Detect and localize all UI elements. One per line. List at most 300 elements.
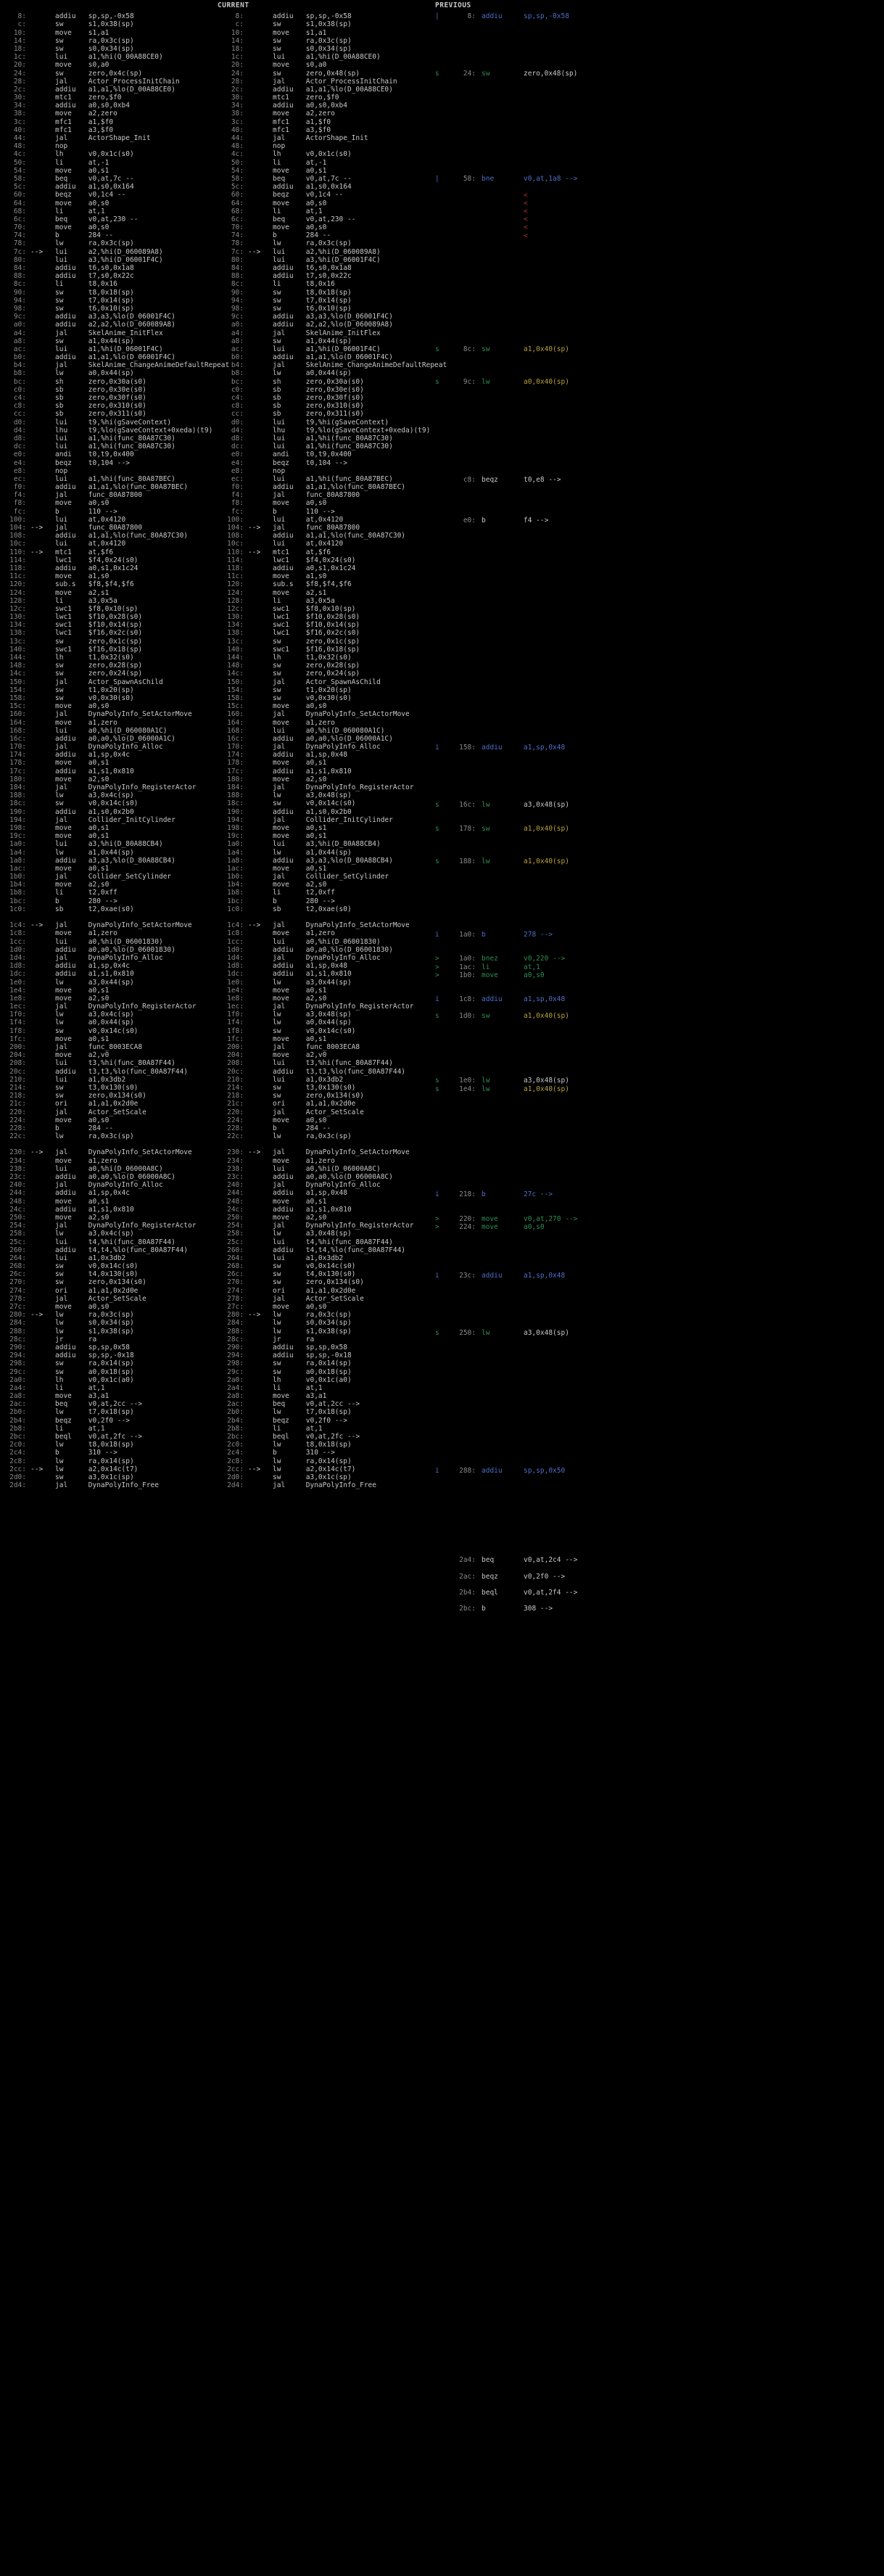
disassembly-line[interactable] xyxy=(218,556,435,564)
disassembly-line[interactable] xyxy=(0,1157,218,1165)
disassembly-line[interactable] xyxy=(0,110,218,118)
disassembly-line[interactable] xyxy=(0,20,218,28)
disassembly-line[interactable] xyxy=(218,580,435,588)
previous-diff-line[interactable] xyxy=(435,825,569,833)
disassembly-line[interactable] xyxy=(0,191,218,199)
disassembly-line[interactable] xyxy=(0,1246,218,1254)
disassembly-line[interactable] xyxy=(0,280,218,288)
disassembly-line[interactable] xyxy=(218,1351,435,1359)
disassembly-line[interactable] xyxy=(218,532,435,540)
disassembly-line[interactable] xyxy=(218,183,435,191)
previous-diff-line[interactable] xyxy=(435,1215,577,1223)
disassembly-line[interactable] xyxy=(0,694,218,702)
disassembly-line[interactable] xyxy=(218,1019,435,1026)
disassembly-line[interactable] xyxy=(218,175,435,183)
disassembly-line[interactable] xyxy=(218,1481,435,1489)
disassembly-line[interactable] xyxy=(218,1400,435,1408)
disassembly-line[interactable] xyxy=(218,1295,435,1303)
disassembly-line[interactable] xyxy=(218,946,435,954)
disassembly-line[interactable] xyxy=(218,410,435,418)
disassembly-line[interactable] xyxy=(218,1368,435,1376)
disassembly-line[interactable] xyxy=(218,605,435,613)
disassembly-line[interactable] xyxy=(0,86,218,94)
disassembly-line[interactable] xyxy=(0,435,218,443)
disassembly-line[interactable] xyxy=(218,1181,435,1189)
disassembly-line[interactable] xyxy=(0,264,218,272)
disassembly-line[interactable] xyxy=(218,727,435,735)
disassembly-left-column[interactable] xyxy=(0,12,230,1490)
disassembly-line[interactable] xyxy=(218,142,435,150)
disassembly-line[interactable] xyxy=(0,849,218,857)
disassembly-line[interactable] xyxy=(218,889,435,897)
previous-diff-line[interactable] xyxy=(435,955,565,963)
disassembly-line[interactable] xyxy=(218,215,435,223)
previous-diff-line[interactable] xyxy=(435,70,577,78)
disassembly-line[interactable] xyxy=(218,1108,435,1116)
disassembly-line[interactable] xyxy=(218,808,435,816)
disassembly-line[interactable] xyxy=(0,231,218,239)
disassembly-line[interactable] xyxy=(218,921,435,929)
disassembly-line[interactable] xyxy=(218,248,435,256)
disassembly-line[interactable] xyxy=(218,272,435,280)
disassembly-line[interactable] xyxy=(218,37,435,45)
disassembly-line[interactable] xyxy=(0,1278,218,1286)
disassembly-line[interactable] xyxy=(0,613,218,621)
previous-diff-line[interactable] xyxy=(435,207,528,215)
disassembly-line[interactable] xyxy=(0,654,218,662)
disassembly-line[interactable] xyxy=(218,1068,435,1076)
disassembly-line[interactable] xyxy=(0,337,218,345)
disassembly-line[interactable] xyxy=(218,1214,435,1222)
disassembly-line[interactable] xyxy=(218,394,435,402)
disassembly-line[interactable] xyxy=(0,662,218,670)
previous-diff-line[interactable] xyxy=(435,971,545,979)
disassembly-line[interactable] xyxy=(0,1359,218,1367)
disassembly-line[interactable] xyxy=(0,1132,218,1140)
disassembly-line[interactable] xyxy=(218,126,435,134)
disassembly-line[interactable] xyxy=(218,61,435,69)
disassembly-line[interactable] xyxy=(218,459,435,467)
disassembly-line[interactable] xyxy=(218,280,435,288)
disassembly-line[interactable] xyxy=(0,1165,218,1173)
disassembly-line[interactable] xyxy=(0,353,218,361)
disassembly-line[interactable] xyxy=(218,1449,435,1457)
disassembly-line[interactable] xyxy=(0,313,218,321)
disassembly-line[interactable] xyxy=(218,321,435,329)
disassembly-line[interactable] xyxy=(0,873,218,881)
disassembly-line[interactable] xyxy=(218,1384,435,1392)
disassembly-line[interactable] xyxy=(0,207,218,215)
disassembly-line[interactable] xyxy=(0,540,218,548)
disassembly-line[interactable] xyxy=(0,159,218,167)
disassembly-line[interactable] xyxy=(218,629,435,637)
disassembly-line[interactable] xyxy=(0,459,218,467)
disassembly-line[interactable] xyxy=(0,524,218,532)
disassembly-line[interactable] xyxy=(218,1433,435,1441)
disassembly-line[interactable] xyxy=(218,313,435,321)
disassembly-line[interactable] xyxy=(218,12,435,20)
disassembly-line[interactable] xyxy=(218,475,435,483)
disassembly-line[interactable] xyxy=(218,1319,435,1327)
disassembly-line[interactable] xyxy=(0,1019,218,1026)
disassembly-line[interactable] xyxy=(218,1043,435,1051)
disassembly-line[interactable] xyxy=(218,840,435,848)
disassembly-line[interactable] xyxy=(0,289,218,297)
disassembly-line[interactable] xyxy=(218,1246,435,1254)
previous-diff-line[interactable] xyxy=(435,1190,553,1198)
disassembly-line[interactable] xyxy=(218,1165,435,1173)
disassembly-line[interactable] xyxy=(218,1417,435,1425)
disassembly-line[interactable] xyxy=(218,1457,435,1465)
disassembly-line[interactable] xyxy=(0,175,218,183)
disassembly-line[interactable] xyxy=(0,1368,218,1376)
disassembly-line[interactable] xyxy=(0,1148,218,1156)
previous-diff-line[interactable] xyxy=(435,744,565,752)
disassembly-line[interactable] xyxy=(0,597,218,605)
disassembly-line[interactable] xyxy=(218,20,435,28)
disassembly-line[interactable] xyxy=(218,832,435,840)
disassembly-line[interactable] xyxy=(218,1157,435,1165)
disassembly-line[interactable] xyxy=(218,1270,435,1278)
disassembly-line[interactable] xyxy=(0,735,218,743)
disassembly-line[interactable] xyxy=(0,394,218,402)
disassembly-line[interactable] xyxy=(0,37,218,45)
disassembly-line[interactable] xyxy=(0,1051,218,1059)
disassembly-line[interactable] xyxy=(218,775,435,783)
disassembly-line[interactable] xyxy=(0,450,218,458)
disassembly-line[interactable] xyxy=(0,970,218,978)
disassembly-line[interactable] xyxy=(0,256,218,264)
disassembly-line[interactable] xyxy=(218,783,435,791)
disassembly-line[interactable] xyxy=(0,897,218,905)
disassembly-line[interactable] xyxy=(0,1124,218,1132)
disassembly-line[interactable] xyxy=(0,1295,218,1303)
disassembly-line[interactable] xyxy=(0,167,218,175)
disassembly-line[interactable] xyxy=(218,386,435,394)
disassembly-line[interactable] xyxy=(218,1287,435,1295)
disassembly-line[interactable] xyxy=(218,329,435,337)
disassembly-line[interactable] xyxy=(0,572,218,580)
disassembly-line[interactable] xyxy=(0,345,218,353)
disassembly-line[interactable] xyxy=(218,857,435,865)
disassembly-line[interactable] xyxy=(0,1270,218,1278)
disassembly-line[interactable] xyxy=(0,954,218,962)
disassembly-line[interactable] xyxy=(0,1400,218,1408)
disassembly-line[interactable] xyxy=(0,1100,218,1108)
previous-diff-line[interactable] xyxy=(435,995,565,1003)
disassembly-line[interactable] xyxy=(0,61,218,69)
disassembly-line[interactable] xyxy=(218,78,435,86)
disassembly-line[interactable] xyxy=(218,613,435,621)
disassembly-line[interactable] xyxy=(0,1457,218,1465)
disassembly-line[interactable] xyxy=(0,1214,218,1222)
disassembly-line[interactable] xyxy=(0,710,218,718)
disassembly-line[interactable] xyxy=(0,1425,218,1433)
disassembly-line[interactable] xyxy=(0,1473,218,1481)
disassembly-line[interactable] xyxy=(218,646,435,654)
disassembly-line[interactable] xyxy=(0,799,218,807)
disassembly-line[interactable] xyxy=(218,499,435,507)
disassembly-line[interactable] xyxy=(218,1254,435,1262)
disassembly-line[interactable] xyxy=(0,427,218,435)
disassembly-line[interactable] xyxy=(218,239,435,247)
disassembly-line[interactable] xyxy=(218,1092,435,1100)
disassembly-line[interactable] xyxy=(218,369,435,377)
disassembly-line[interactable] xyxy=(0,1384,218,1392)
disassembly-line[interactable] xyxy=(0,1328,218,1336)
disassembly-line[interactable] xyxy=(218,638,435,646)
disassembly-line[interactable] xyxy=(218,995,435,1003)
previous-diff-line[interactable] xyxy=(435,192,528,199)
disassembly-line[interactable] xyxy=(218,954,435,962)
disassembly-line[interactable] xyxy=(0,881,218,889)
disassembly-line[interactable] xyxy=(0,995,218,1003)
disassembly-line[interactable] xyxy=(0,1222,218,1230)
disassembly-line[interactable] xyxy=(0,962,218,970)
disassembly-line[interactable] xyxy=(218,53,435,61)
disassembly-line[interactable] xyxy=(218,199,435,207)
disassembly-line[interactable] xyxy=(0,329,218,337)
disassembly-line[interactable] xyxy=(218,353,435,361)
disassembly-line[interactable] xyxy=(218,1116,435,1124)
disassembly-line[interactable] xyxy=(218,443,435,450)
disassembly-line[interactable] xyxy=(218,29,435,37)
disassembly-line[interactable] xyxy=(218,1027,435,1035)
disassembly-line[interactable] xyxy=(218,70,435,78)
disassembly-line[interactable] xyxy=(218,1376,435,1384)
previous-diff-line[interactable] xyxy=(435,963,540,971)
disassembly-line[interactable] xyxy=(0,183,218,191)
disassembly-line[interactable] xyxy=(0,979,218,987)
disassembly-line[interactable] xyxy=(218,751,435,759)
disassembly-line[interactable] xyxy=(0,1254,218,1262)
disassembly-line[interactable] xyxy=(0,1003,218,1011)
disassembly-line[interactable] xyxy=(0,621,218,629)
disassembly-line[interactable] xyxy=(218,1465,435,1473)
disassembly-line[interactable] xyxy=(0,126,218,134)
disassembly-line[interactable] xyxy=(0,150,218,158)
disassembly-line[interactable] xyxy=(218,929,435,937)
disassembly-line[interactable] xyxy=(218,873,435,881)
disassembly-line[interactable] xyxy=(0,402,218,410)
disassembly-line[interactable] xyxy=(0,29,218,37)
disassembly-line[interactable] xyxy=(218,1425,435,1433)
disassembly-line[interactable] xyxy=(218,589,435,597)
disassembly-line[interactable] xyxy=(218,483,435,491)
disassembly-line[interactable] xyxy=(218,516,435,524)
disassembly-line[interactable] xyxy=(0,1441,218,1449)
disassembly-previous-column[interactable] xyxy=(435,12,870,1613)
disassembly-line[interactable] xyxy=(218,1473,435,1481)
disassembly-line[interactable] xyxy=(218,337,435,345)
previous-diff-line[interactable] xyxy=(435,1223,545,1231)
disassembly-line[interactable] xyxy=(0,686,218,694)
disassembly-line[interactable] xyxy=(0,53,218,61)
disassembly-line[interactable] xyxy=(0,743,218,751)
disassembly-line[interactable] xyxy=(0,1319,218,1327)
disassembly-line[interactable] xyxy=(0,678,218,686)
previous-diff-line[interactable] xyxy=(435,1467,565,1475)
disassembly-line[interactable] xyxy=(218,694,435,702)
disassembly-line[interactable] xyxy=(0,905,218,913)
disassembly-line[interactable] xyxy=(0,378,218,386)
disassembly-line[interactable] xyxy=(0,1230,218,1238)
previous-diff-line[interactable] xyxy=(435,1556,577,1564)
disassembly-line[interactable] xyxy=(0,1108,218,1116)
disassembly-line[interactable] xyxy=(218,289,435,297)
disassembly-line[interactable] xyxy=(0,1303,218,1311)
disassembly-line[interactable] xyxy=(0,467,218,475)
disassembly-line[interactable] xyxy=(218,378,435,386)
disassembly-line[interactable] xyxy=(218,768,435,775)
disassembly-line[interactable] xyxy=(218,849,435,857)
previous-diff-line[interactable] xyxy=(435,1077,569,1085)
previous-diff-line[interactable] xyxy=(435,1085,569,1093)
disassembly-line[interactable] xyxy=(0,419,218,427)
disassembly-line[interactable] xyxy=(218,759,435,767)
disassembly-line[interactable] xyxy=(218,719,435,727)
disassembly-line[interactable] xyxy=(218,662,435,670)
disassembly-line[interactable] xyxy=(0,1287,218,1295)
disassembly-line[interactable] xyxy=(0,1481,218,1489)
disassembly-line[interactable] xyxy=(0,199,218,207)
disassembly-line[interactable] xyxy=(0,70,218,78)
disassembly-line[interactable] xyxy=(0,215,218,223)
disassembly-line[interactable] xyxy=(218,743,435,751)
disassembly-line[interactable] xyxy=(218,491,435,499)
previous-diff-line[interactable] xyxy=(435,232,528,240)
disassembly-line[interactable] xyxy=(0,1173,218,1181)
previous-diff-line[interactable] xyxy=(435,857,569,865)
disassembly-line[interactable] xyxy=(0,248,218,256)
disassembly-line[interactable] xyxy=(0,272,218,280)
disassembly-line[interactable] xyxy=(0,605,218,613)
disassembly-line[interactable] xyxy=(0,142,218,150)
disassembly-line[interactable] xyxy=(0,1011,218,1019)
disassembly-line[interactable] xyxy=(218,231,435,239)
disassembly-line[interactable] xyxy=(218,865,435,873)
disassembly-line[interactable] xyxy=(0,1336,218,1343)
disassembly-line[interactable] xyxy=(0,499,218,507)
disassembly-line[interactable] xyxy=(218,962,435,970)
previous-diff-line[interactable] xyxy=(435,1573,565,1581)
disassembly-line[interactable] xyxy=(218,987,435,995)
disassembly-line[interactable] xyxy=(0,239,218,247)
disassembly-line[interactable] xyxy=(0,727,218,735)
disassembly-line[interactable] xyxy=(0,857,218,865)
disassembly-line[interactable] xyxy=(218,427,435,435)
previous-diff-line[interactable] xyxy=(435,215,528,223)
disassembly-line[interactable] xyxy=(218,94,435,102)
disassembly-line[interactable] xyxy=(218,670,435,678)
disassembly-line[interactable] xyxy=(0,491,218,499)
disassembly-line[interactable] xyxy=(218,1011,435,1019)
previous-diff-line[interactable] xyxy=(435,931,553,939)
disassembly-line[interactable] xyxy=(218,1262,435,1270)
disassembly-line[interactable] xyxy=(0,386,218,394)
disassembly-line[interactable] xyxy=(0,483,218,491)
disassembly-line[interactable] xyxy=(0,638,218,646)
disassembly-line[interactable] xyxy=(218,150,435,158)
disassembly-line[interactable] xyxy=(218,1222,435,1230)
disassembly-line[interactable] xyxy=(218,1035,435,1043)
disassembly-line[interactable] xyxy=(218,548,435,556)
disassembly-line[interactable] xyxy=(218,799,435,807)
disassembly-line[interactable] xyxy=(218,419,435,427)
disassembly-line[interactable] xyxy=(218,621,435,629)
disassembly-line[interactable] xyxy=(0,1262,218,1270)
disassembly-line[interactable] xyxy=(0,1027,218,1035)
disassembly-line[interactable] xyxy=(218,1343,435,1351)
disassembly-line[interactable] xyxy=(0,719,218,727)
previous-diff-line[interactable] xyxy=(435,223,528,231)
disassembly-line[interactable] xyxy=(0,889,218,897)
disassembly-line[interactable] xyxy=(218,1084,435,1092)
disassembly-line[interactable] xyxy=(218,524,435,532)
disassembly-line[interactable] xyxy=(0,321,218,329)
disassembly-line[interactable] xyxy=(218,1206,435,1214)
disassembly-line[interactable] xyxy=(218,678,435,686)
disassembly-line[interactable] xyxy=(0,1206,218,1214)
disassembly-line[interactable] xyxy=(0,1076,218,1084)
disassembly-line[interactable] xyxy=(218,686,435,694)
disassembly-line[interactable] xyxy=(0,548,218,556)
disassembly-line[interactable] xyxy=(0,1084,218,1092)
disassembly-line[interactable] xyxy=(218,207,435,215)
disassembly-line[interactable] xyxy=(218,361,447,370)
previous-diff-line[interactable] xyxy=(435,1589,577,1597)
disassembly-line[interactable] xyxy=(218,1392,435,1400)
disassembly-line[interactable] xyxy=(218,1238,435,1246)
disassembly-line[interactable] xyxy=(218,167,435,175)
disassembly-line[interactable] xyxy=(0,946,218,954)
disassembly-line[interactable] xyxy=(218,816,435,824)
disassembly-line[interactable] xyxy=(0,94,218,102)
disassembly-line[interactable] xyxy=(0,118,218,126)
disassembly-line[interactable] xyxy=(218,297,435,305)
previous-diff-line[interactable] xyxy=(435,345,569,353)
disassembly-line[interactable] xyxy=(218,824,435,832)
disassembly-line[interactable] xyxy=(0,775,218,783)
previous-diff-line[interactable] xyxy=(435,801,569,809)
disassembly-line[interactable] xyxy=(218,1173,435,1181)
disassembly-line[interactable] xyxy=(0,646,218,654)
disassembly-line[interactable] xyxy=(0,759,218,767)
disassembly-line[interactable] xyxy=(218,402,435,410)
disassembly-line[interactable] xyxy=(218,1076,435,1084)
disassembly-line[interactable] xyxy=(218,1441,435,1449)
disassembly-line[interactable] xyxy=(0,102,218,110)
disassembly-line[interactable] xyxy=(0,840,218,848)
disassembly-line[interactable] xyxy=(0,832,218,840)
disassembly-line[interactable] xyxy=(218,1359,435,1367)
disassembly-line[interactable] xyxy=(218,1132,435,1140)
disassembly-line[interactable] xyxy=(0,361,230,370)
disassembly-line[interactable] xyxy=(218,435,435,443)
disassembly-line[interactable] xyxy=(218,897,435,905)
disassembly-line[interactable] xyxy=(0,1043,218,1051)
disassembly-line[interactable] xyxy=(0,921,218,929)
disassembly-line[interactable] xyxy=(0,808,218,816)
disassembly-line[interactable] xyxy=(0,1417,218,1425)
disassembly-line[interactable] xyxy=(0,791,218,799)
disassembly-line[interactable] xyxy=(0,508,218,516)
disassembly-line[interactable] xyxy=(0,305,218,313)
previous-diff-line[interactable] xyxy=(435,476,561,484)
disassembly-line[interactable] xyxy=(0,1092,218,1100)
disassembly-line[interactable] xyxy=(218,1328,435,1336)
disassembly-line[interactable] xyxy=(218,1189,435,1197)
